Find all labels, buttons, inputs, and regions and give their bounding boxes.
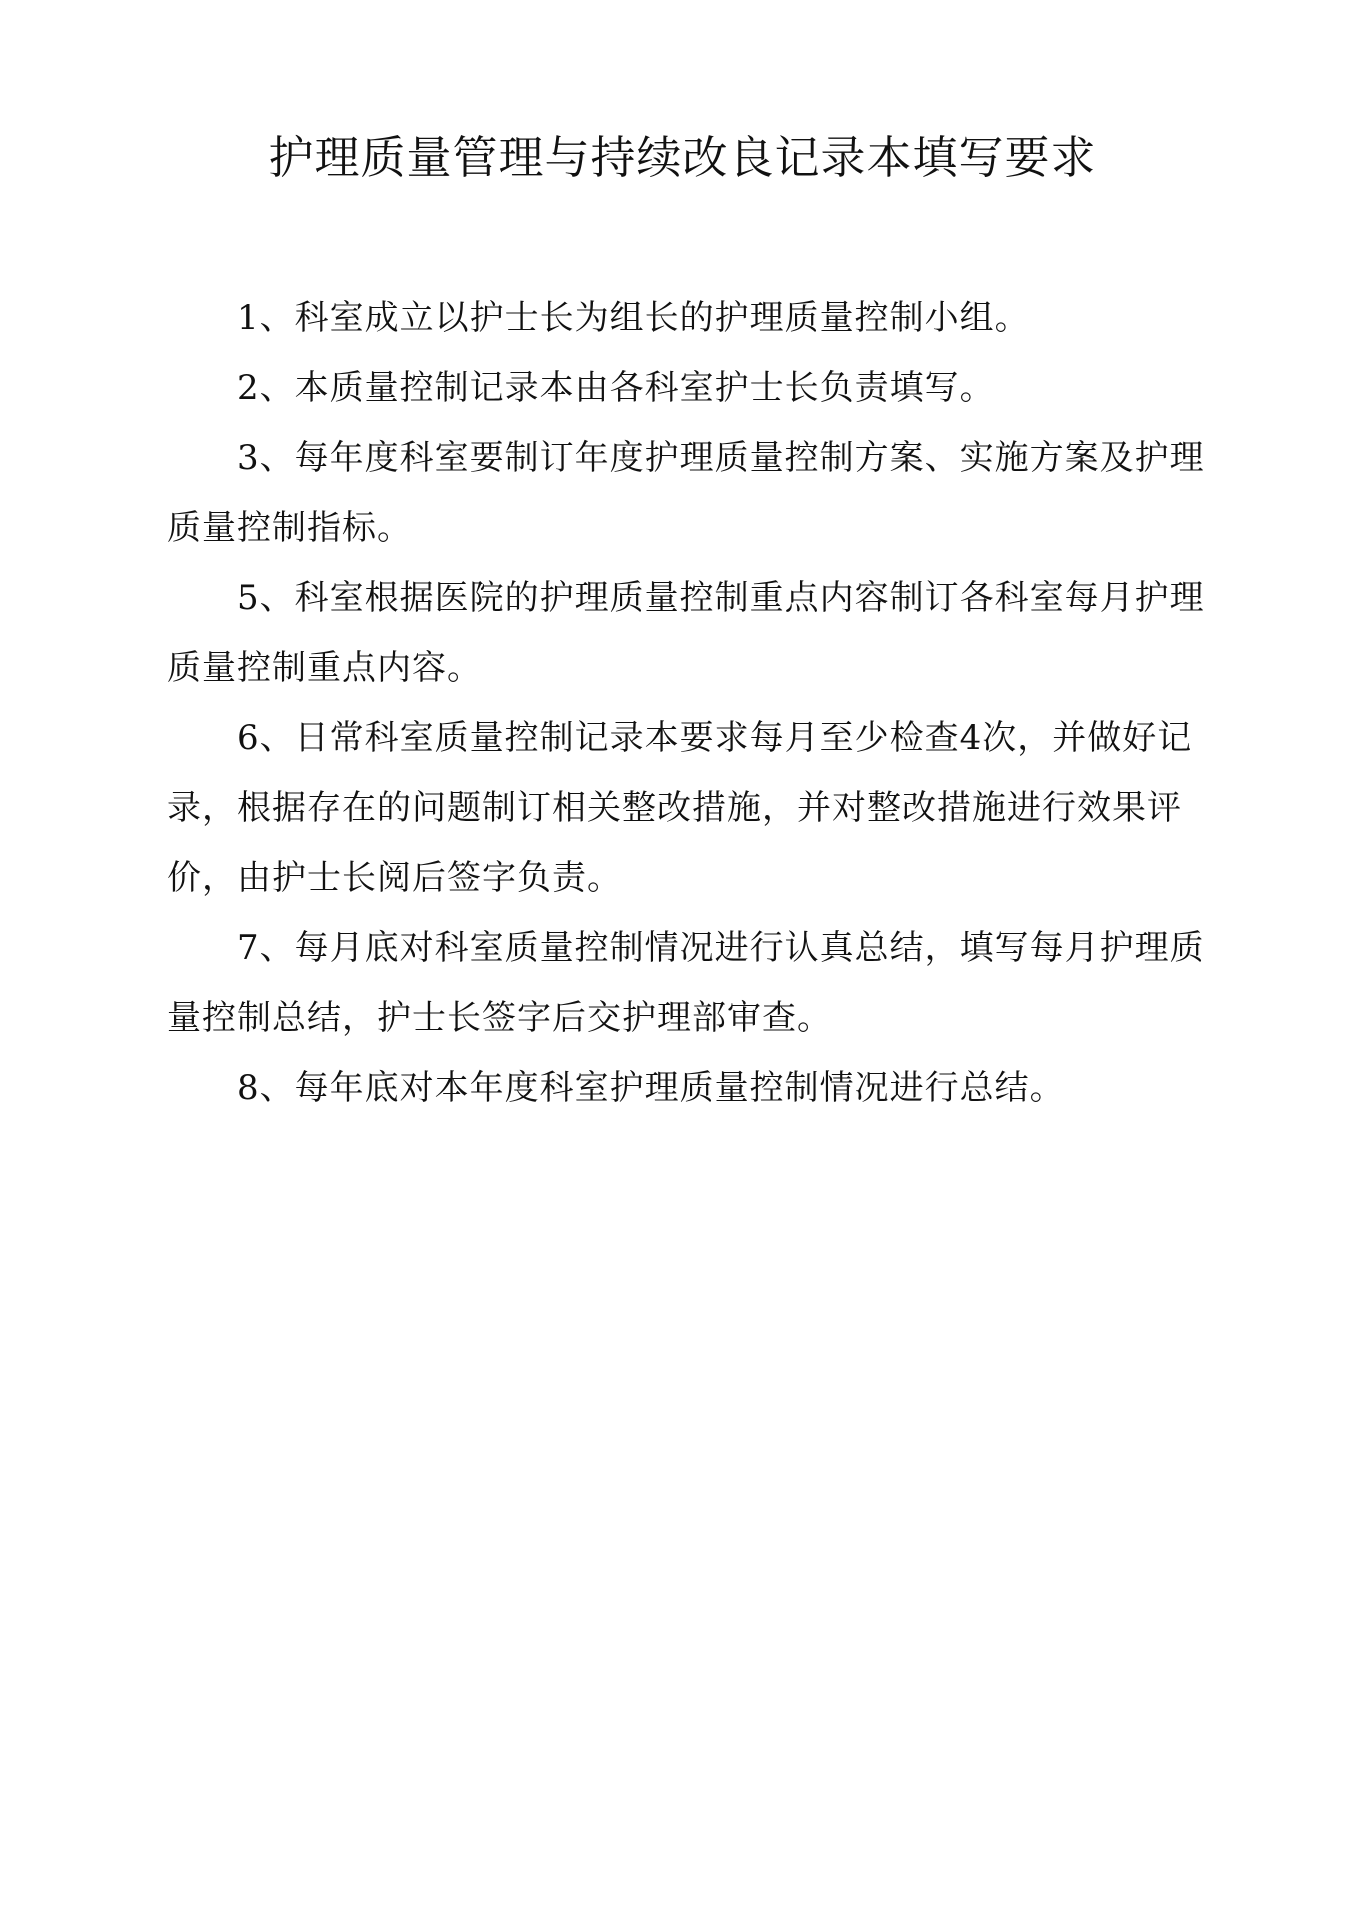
paragraph-6: 6、日常科室质量控制记录本要求每月至少检查4次，并做好记录，根据存在的问题制订相关整改措施，并对整改措施进行效果评价，由护士长阅后签字负责。 [167, 718, 1193, 898]
paragraph-7: 7、每月底对科室质量控制情况进行认真总结，填写每月护理质量控制总结，护士长签字后交护理部审查。 [167, 928, 1205, 1038]
paragraph-8: 8、每年底对本年度科室护理质量控制情况进行总结。 [237, 1068, 1065, 1108]
document-body [167, 283, 1217, 1123]
paragraph-3: 3、每年度科室要制订年度护理质量控制方案、实施方案及护理质量控制指标。 [167, 438, 1205, 548]
paragraph-5: 5、科室根据医院的护理质量控制重点内容制订各科室每月护理质量控制重点内容。 [167, 578, 1205, 688]
paragraph-1: 1、科室成立以护士长为组长的护理质量控制小组。 [237, 298, 1030, 338]
paragraph-2: 2、本质量控制记录本由各科室护士长负责填写。 [237, 368, 995, 408]
document-title: 护理质量管理与持续改良记录本填写要求 [268, 131, 1097, 184]
